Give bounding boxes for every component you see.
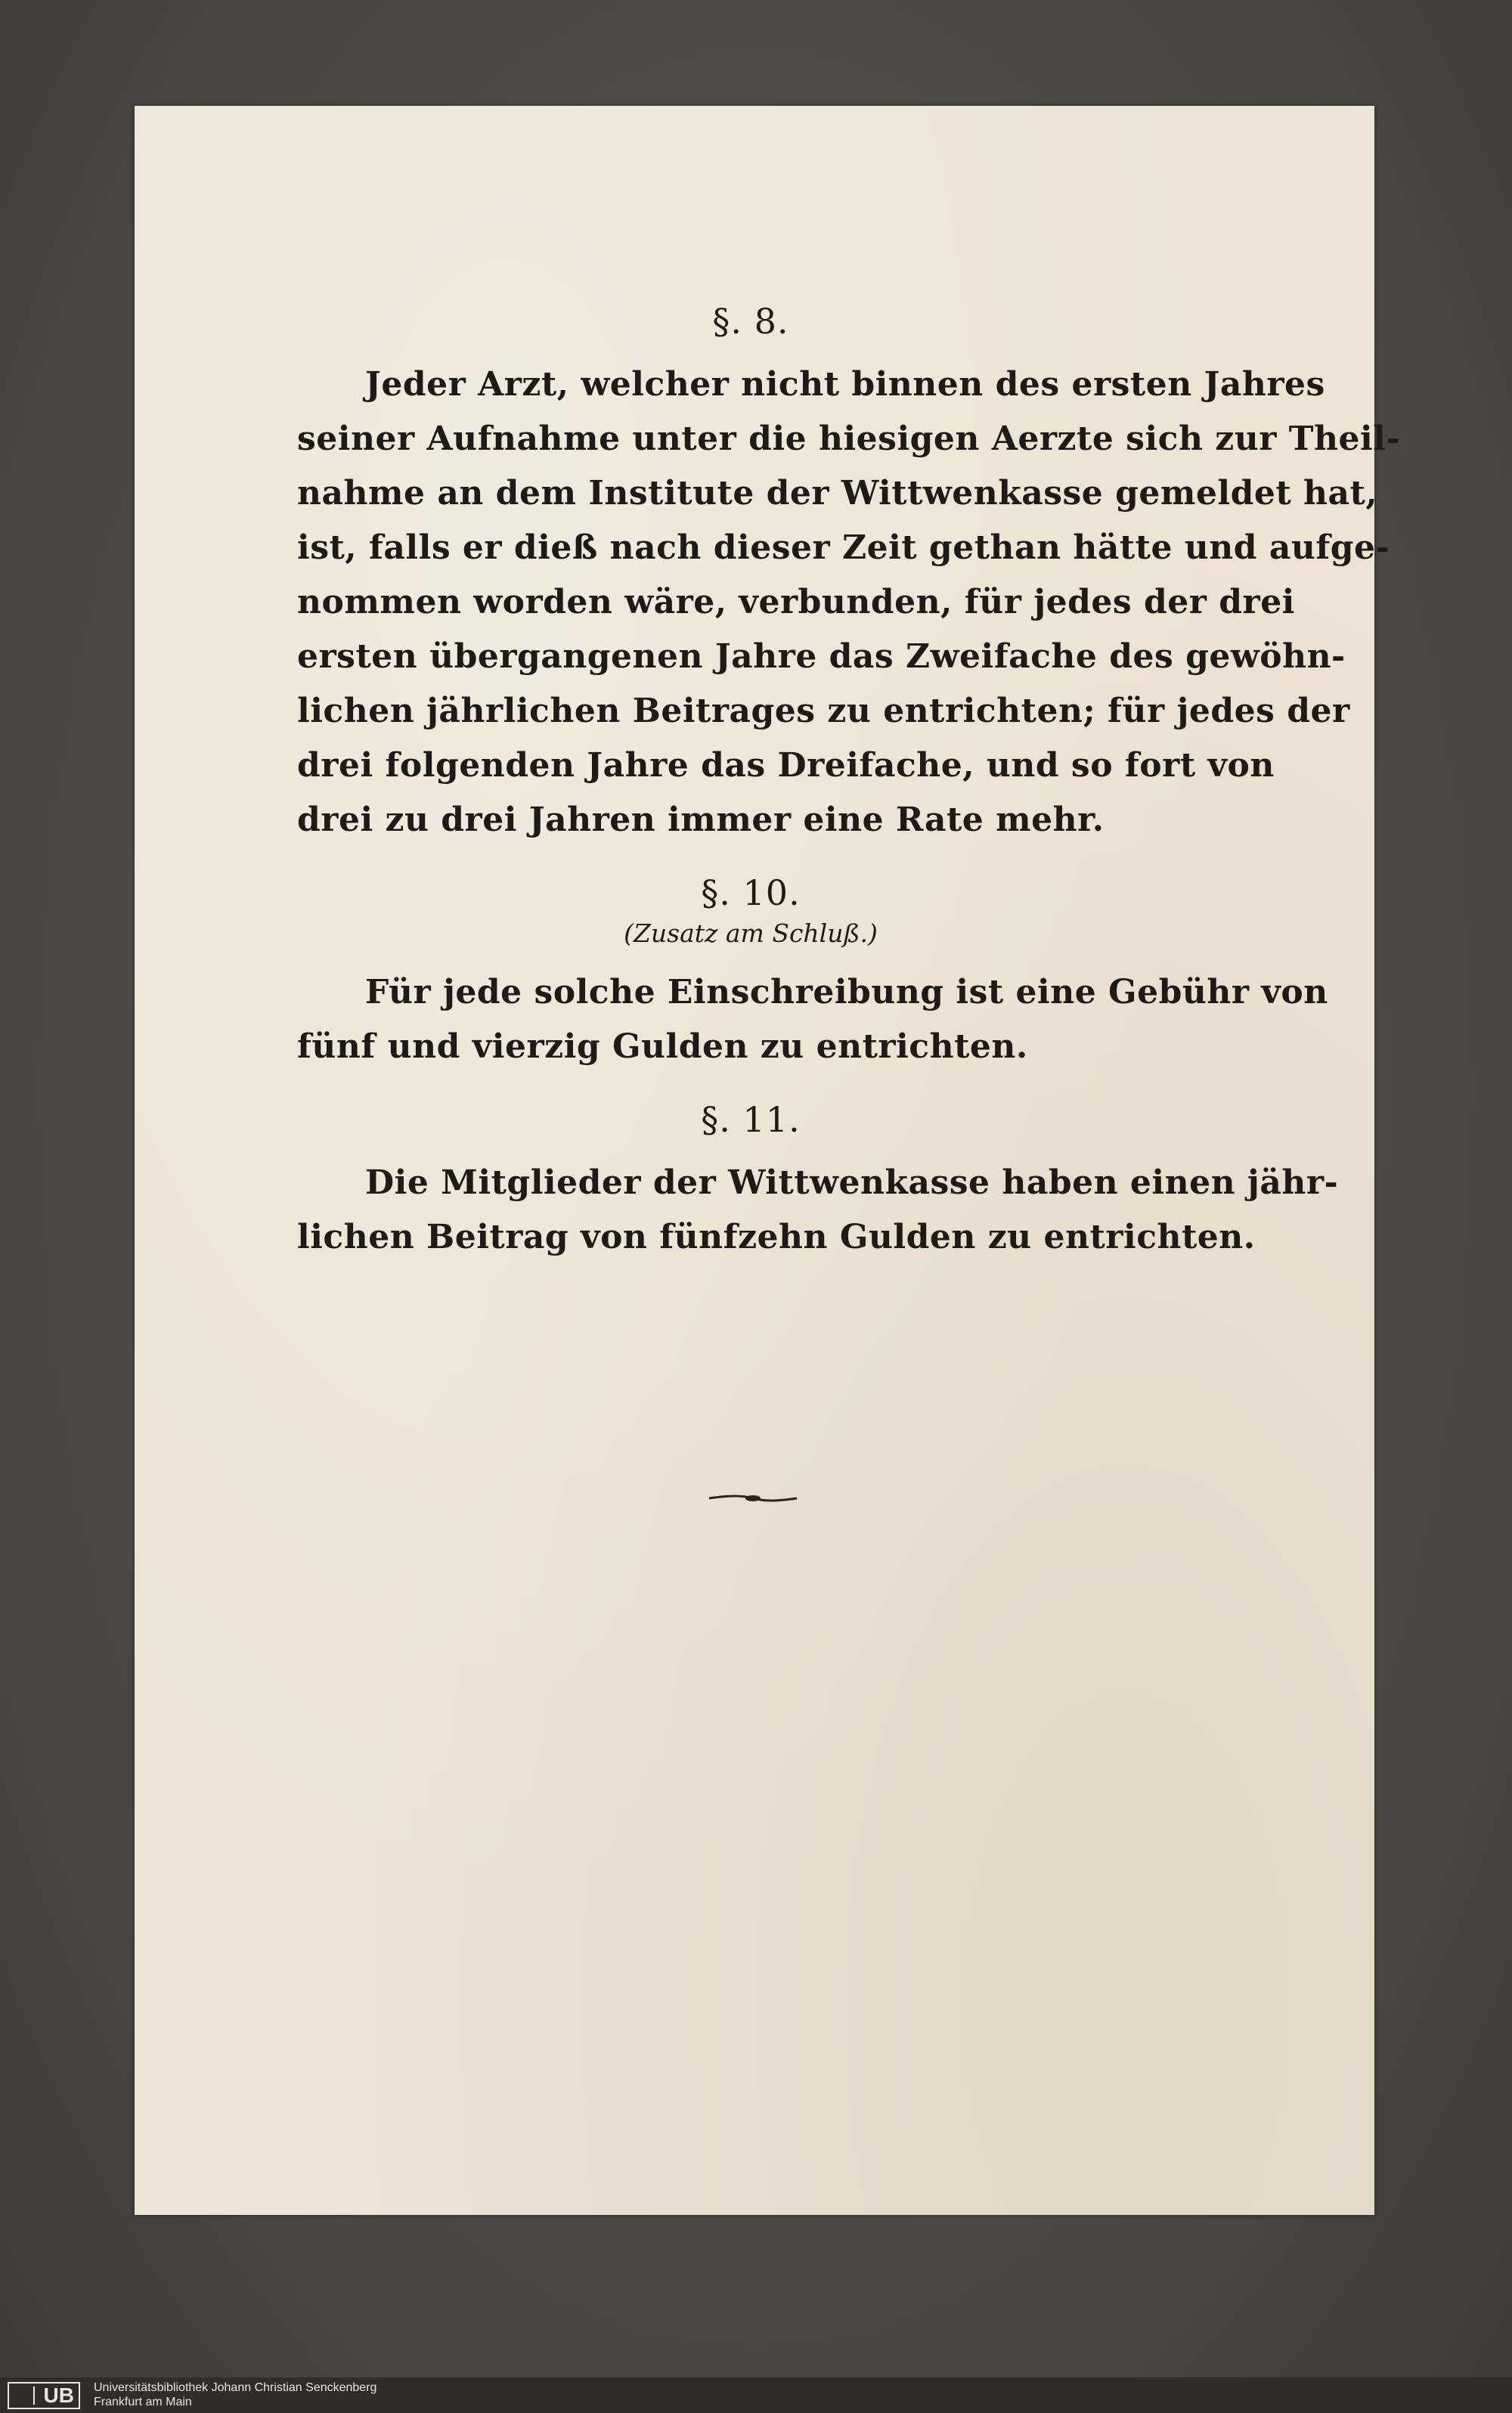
logo-text: UB — [43, 2384, 74, 2407]
section-heading: §. 11. — [701, 1099, 801, 1140]
section-heading: §. 10. — [701, 872, 801, 913]
text-line: Die Mitglieder der Wittwenkasse haben einen jähr- — [365, 1163, 1339, 1202]
text-line: lichen jährlichen Beitrages zu entrichten; für jedes der — [297, 692, 1350, 730]
text-line: drei folgenden Jahre das Dreifache, und so fort von — [297, 746, 1275, 785]
institution-credit — [94, 2380, 376, 2409]
institution-name: Universitätsbibliothek Johann Christian Senckenberg — [94, 2381, 377, 2394]
section-subheading: (Zusatz am Schluß.) — [624, 918, 878, 948]
text-line: ist, falls er dieß nach dieser Zeit gethan hätte und aufge- — [297, 528, 1390, 567]
text-line: Jeder Arzt, welcher nicht binnen des ersten Jahres — [365, 365, 1325, 404]
document-page — [135, 106, 1401, 2215]
text-line: drei zu drei Jahren immer eine Rate mehr. — [297, 801, 1105, 839]
ornament-divider-icon — [708, 1491, 798, 1506]
section-heading: §. 8. — [712, 301, 789, 342]
section-11 — [297, 1097, 1339, 1265]
library-footer — [0, 2377, 1512, 2413]
text-line: nahme an dem Institute der Wittwenkasse gemeldet hat, — [297, 474, 1378, 513]
section-10 — [297, 870, 1328, 1074]
ub-logo — [8, 2382, 80, 2409]
text-line: ersten übergangenen Jahre das Zweifache des gewöhn- — [297, 637, 1346, 676]
text-line: seiner Aufnahme unter die hiesigen Aerzte sich zur Theil- — [297, 420, 1401, 458]
section-8 — [297, 299, 1401, 847]
logo-mark-icon — [14, 2387, 35, 2405]
text-line: lichen Beitrag von fünfzehn Gulden zu entrichten. — [297, 1218, 1256, 1256]
text-line: nommen worden wäre, verbunden, für jedes der drei — [297, 583, 1295, 621]
text-line: fünf und vierzig Gulden zu entrichten. — [297, 1027, 1028, 1066]
text-line: Für jede solche Einschreibung ist eine Gebühr von — [365, 973, 1328, 1011]
institution-city: Frankfurt am Main — [94, 2396, 192, 2408]
document-text — [297, 299, 1401, 1265]
